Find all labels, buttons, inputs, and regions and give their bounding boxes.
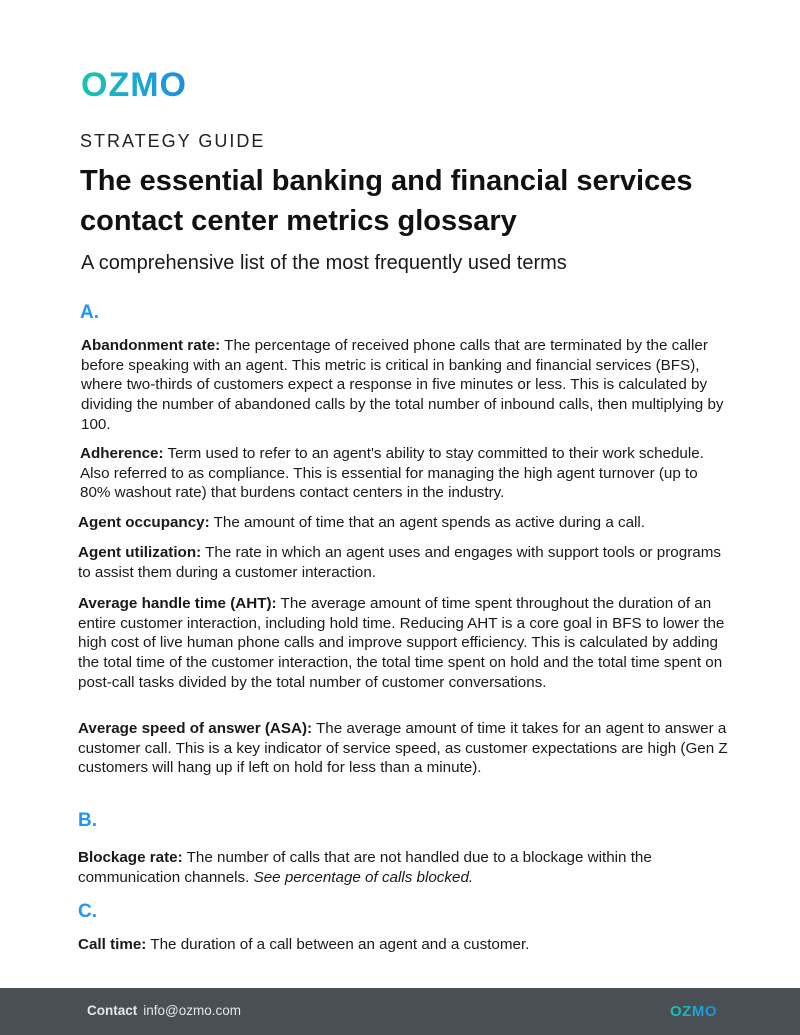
glossary-entry-average-speed-of-answer [78,719,728,778]
definition-abandonment-rate: The percentage of received phone calls that are terminated by the caller before speaking with an agent. This metric is critical in banking and financial services (BFS), where two-thirds of customers expect a response in five minutes or less. This is calculated by dividing the number of abandoned calls by the total number of inbound calls, then multiplying by 100. [81,337,724,433]
footer-ozmo-logo: OZMO [670,1003,717,1020]
contact-email-link[interactable]: info@ozmo.com [143,1003,241,1018]
section-letter-a: A. [80,302,99,323]
term-average-handle-time: Average handle time (AHT): [78,595,277,612]
glossary-entry-agent-utilization [78,543,728,582]
definition-adherence: Term used to refer to an agent's ability to stay committed to their work schedule. Also referred to as compliance. This is essential for managing the high agent turnover (up to 80% washout rate) that burdens contact centers in the industry. [80,445,704,502]
contact-label: Contact [87,1003,138,1018]
page-title: The essential banking and financial services contact center metrics glossary [80,165,693,237]
definition-average-handle-time: The average amount of time spent throughout the duration of an entire customer interaction, including hold time. Reducing AHT is a core goal in BFS to lower the high cost of live human phone calls and improve support efficiency. This is calculated by adding the total time of the customer interaction, the total time spent on hold and the total time spent on post-call tasks divided by the total number of customer conversations. [78,595,725,691]
definition-average-speed-of-answer: The average amount of time it takes for an agent to answer a customer call. This is a key indicator of service speed, as customer expectations are high (Gen Z customers will hang up if left on hold for less than a minute). [78,720,728,777]
term-average-speed-of-answer: Average speed of answer (ASA): [78,720,313,737]
term-adherence: Adherence: [80,445,164,462]
ozmo-logo: OZMO [81,66,187,104]
term-abandonment-rate: Abandonment rate: [81,337,221,354]
definition-agent-occupancy: The amount of time that an agent spends as active during a call. [209,514,646,531]
term-agent-occupancy: Agent occupancy: [78,514,210,531]
definition-call-time: The duration of a call between an agent and a customer. [146,936,530,953]
section-letter-b: B. [78,810,97,831]
glossary-entry-average-handle-time [78,594,728,693]
definition-agent-utilization: The rate in which an agent uses and engages with support tools or programs to assist them during a customer interaction. [78,544,721,581]
glossary-entry-abandonment-rate [81,336,731,435]
page-footer [0,988,800,1035]
eyebrow-label: STRATEGY GUIDE [80,131,266,151]
glossary-entry-blockage-rate [78,848,728,887]
glossary-entry-call-time [78,935,728,955]
see-also-reference: See percentage of calls blocked. [253,868,474,886]
glossary-entry-adherence [80,444,730,503]
term-blockage-rate: Blockage rate: [78,849,183,866]
page-subtitle: A comprehensive list of the most frequently used terms [81,252,567,274]
glossary-entry-agent-occupancy [78,513,728,533]
section-letter-c: C. [78,901,97,922]
footer-contact [87,1003,241,1018]
term-agent-utilization: Agent utilization: [78,544,202,561]
definition-blockage-rate: The number of calls that are not handled due to a blockage within the communication channels. [78,849,652,886]
term-call-time: Call time: [78,936,147,953]
